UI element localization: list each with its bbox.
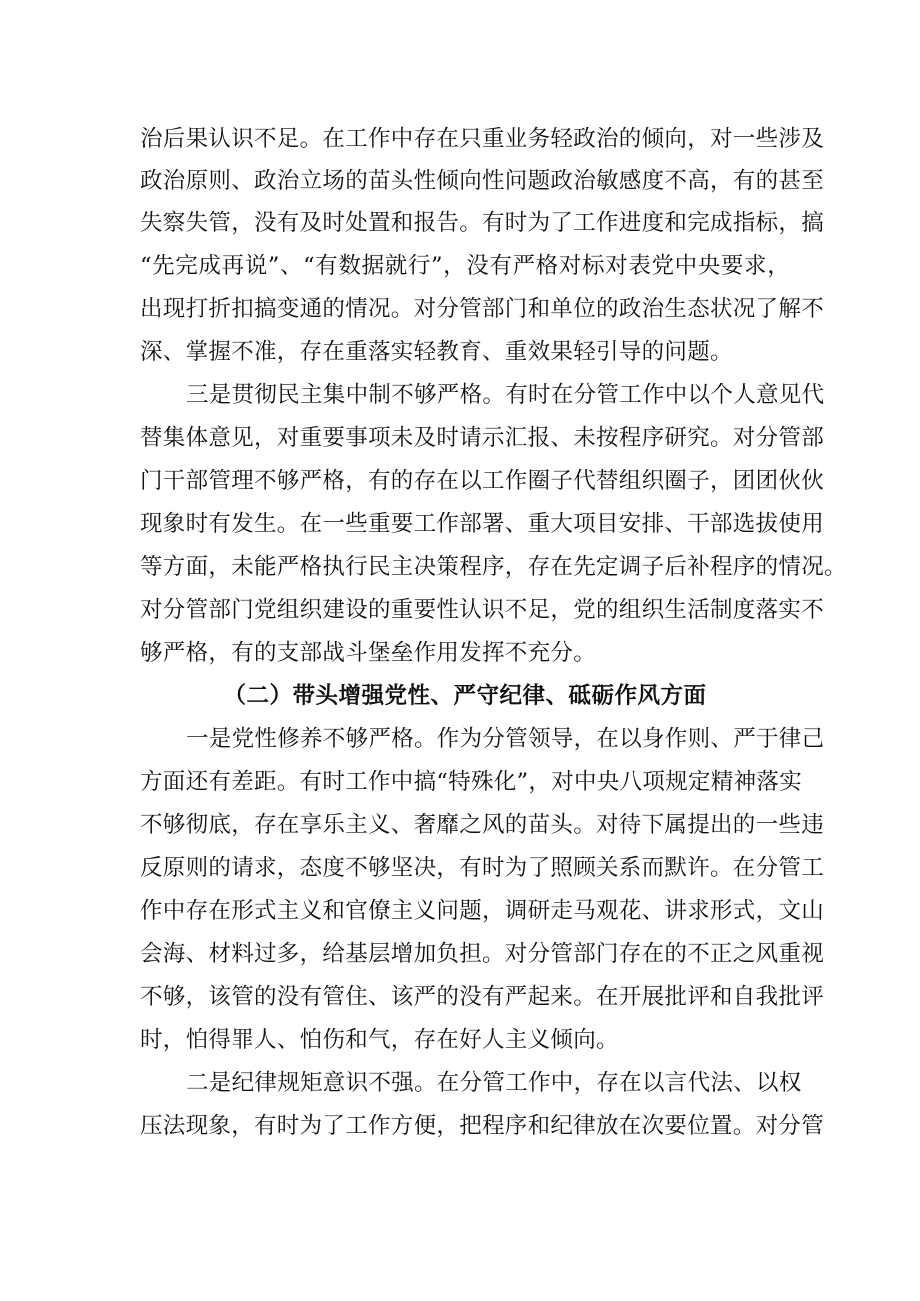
text-line: 政治原则、政治立场的苗头性倾向性问题政治敏感度不高，有的甚至 <box>140 168 825 194</box>
text-line: 不够，该管的没有管住、该严的没有严起来。在开展批评和自我批评 <box>140 984 825 1010</box>
text-line: 压法现象，有时为了工作方便，把程序和纪律放在次要位置。对分管 <box>140 1113 825 1139</box>
text-line: 一是党性修养不够严格。作为分管领导，在以身作则、严于律己 <box>186 726 825 752</box>
text-line: 作中存在形式主义和官僚主义问题，调研走马观花、讲求形式，文山 <box>140 898 825 924</box>
text-line: 治后果认识不足。在工作中存在只重业务轻政治的倾向，对一些涉及 <box>140 126 825 152</box>
section-heading: （二）带头增强党性、严守纪律、砥砺作风方面 <box>223 683 707 709</box>
text-line: 门干部管理不够严格，有的存在以工作圈子代替组织圈子，团团伙伙 <box>140 468 825 494</box>
text-line: 不够彻底，存在享乐主义、奢靡之风的苗头。对待下属提出的一些违 <box>140 812 825 838</box>
text-line: 现象时有发生。在一些重要工作部署、重大项目安排、干部选拔使用 <box>140 511 825 537</box>
text-line: 会海、材料过多，给基层增加负担。对分管部门存在的不正之风重视 <box>140 941 825 967</box>
text-line: 反原则的请求，态度不够坚决，有时为了照顾关系而默许。在分管工 <box>140 855 825 881</box>
text-line: 三是贯彻民主集中制不够严格。有时在分管工作中以个人意见代 <box>186 382 825 408</box>
text-line: 等方面，未能严格执行民主决策程序，存在先定调子后补程序的情况。 <box>140 554 847 580</box>
text-line: 失察失管，没有及时处置和报告。有时为了工作进度和完成指标，搞 <box>140 210 825 236</box>
text-line: 方面还有差距。有时工作中搞“特殊化”，对中央八项规定精神落实 <box>140 769 803 795</box>
text-line: 深、掌握不准，存在重落实轻教育、重效果轻引导的问题。 <box>140 339 733 365</box>
text-line: 二是纪律规矩意识不强。在分管工作中，存在以言代法、以权 <box>186 1070 802 1096</box>
text-line: 出现打折扣搞变通的情况。对分管部门和单位的政治生态状况了解不 <box>140 296 825 322</box>
text-line: “先完成再说”、“有数据就行”，没有严格对标对表党中央要求， <box>140 253 790 279</box>
text-line: 够严格，有的支部战斗堡垒作用发挥不充分。 <box>140 640 597 666</box>
text-line: 时，怕得罪人、怕伤和气，存在好人主义倾向。 <box>140 1027 619 1053</box>
text-line: 对分管部门党组织建设的重要性认识不足，党的组织生活制度落实不 <box>140 597 825 623</box>
text-line: 替集体意见，对重要事项未及时请示汇报、未按程序研究。对分管部 <box>140 425 825 451</box>
